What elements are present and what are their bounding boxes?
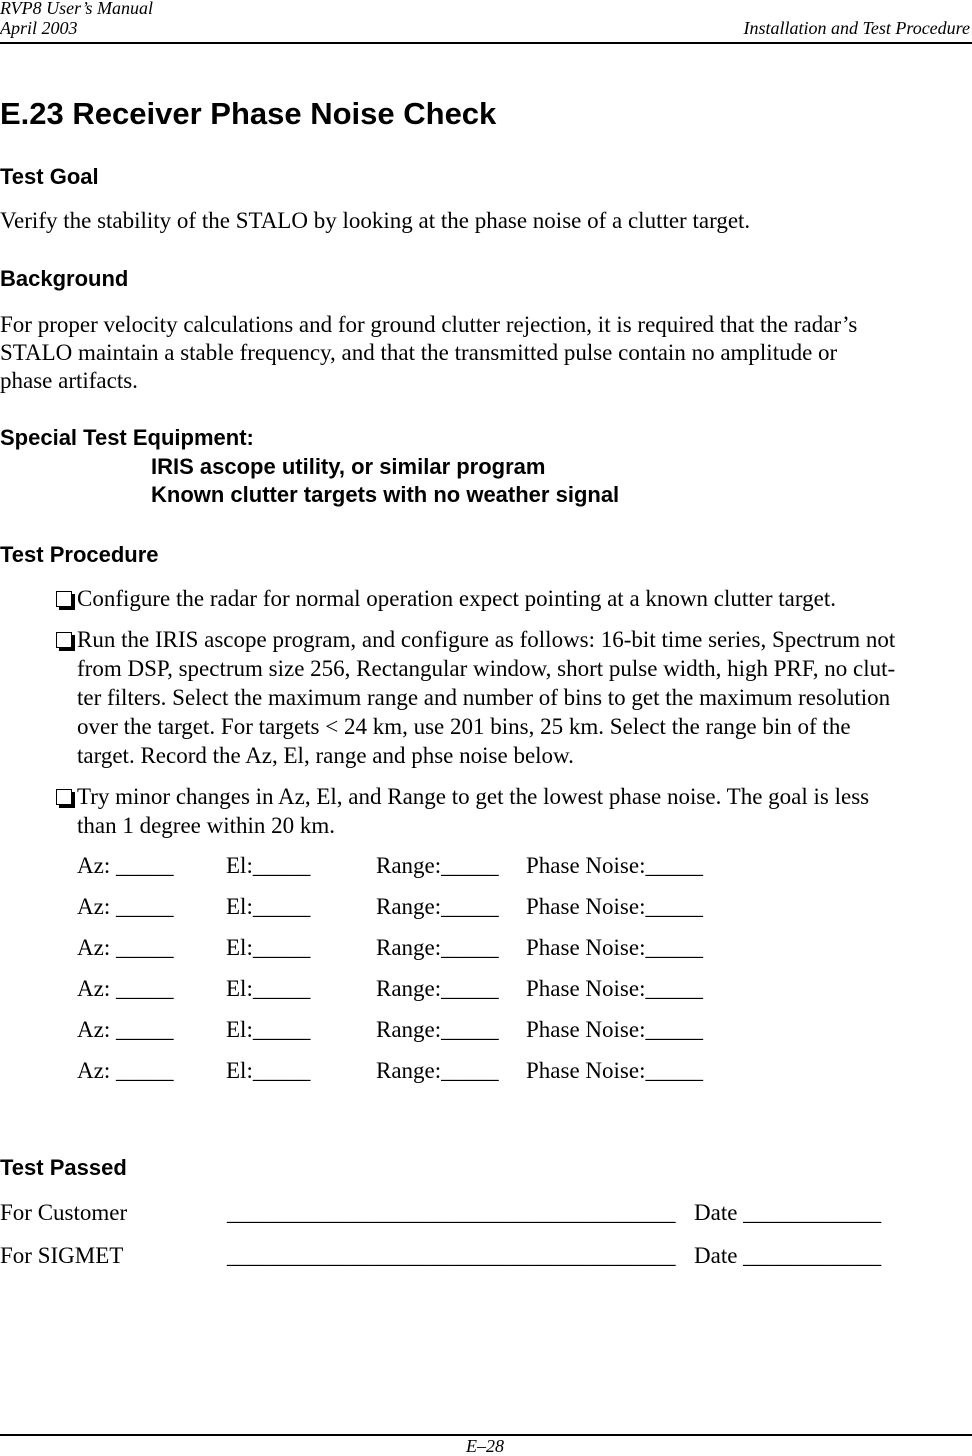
step-text: Try minor changes in Az, El, and Range to get the lowest phase noise. The goal is less [77,784,870,809]
header-manual-title: RVP8 User’s Manual [0,0,153,18]
equipment-item: IRIS ascope utility, or similar program [151,454,546,479]
step-checkbox[interactable] [56,632,72,648]
step-text: over the target. For targets < 24 km, use 201 bins, 25 km. Select the range bin of the [77,714,851,739]
background-line: phase artifacts. [0,368,138,393]
step-text: from DSP, spectrum size 256, Rectangular window, short pulse width, high PRF, no clut- [77,656,896,681]
range-field[interactable]: Range:_____ [376,1017,499,1042]
el-field[interactable]: El:_____ [226,853,311,878]
equipment-item: Known clutter targets with no weather signal [151,482,620,507]
az-field[interactable]: Az: _____ [77,853,174,878]
background-line: For proper velocity calculations and for ground clutter rejection, it is required that the radar’s [0,312,858,337]
phase-noise-field[interactable]: Phase Noise:_____ [526,1017,703,1042]
range-field[interactable]: Range:_____ [376,976,499,1001]
header-chapter-title: Installation and Test Procedure [743,18,970,38]
phase-noise-field[interactable]: Phase Noise:_____ [526,853,703,878]
header-rule [0,42,972,44]
step-checkbox[interactable] [56,591,72,607]
step-text: Run the IRIS ascope program, and configure as follows: 16-bit time series, Spectrum not [77,627,896,652]
az-field[interactable]: Az: _____ [77,935,174,960]
date-field[interactable]: Date ____________ [694,1200,882,1225]
signature-line[interactable]: _______________________________________ [227,1243,676,1268]
az-field[interactable]: Az: _____ [77,1058,174,1083]
test-passed-heading: Test Passed [0,1155,127,1180]
signoff-label: For SIGMET [0,1243,124,1268]
az-field[interactable]: Az: _____ [77,976,174,1001]
step-text: ter filters. Select the maximum range and number of bins to get the maximum resolution [77,685,891,710]
section-heading: E.23 Receiver Phase Noise Check [0,96,497,131]
range-field[interactable]: Range:_____ [376,1058,499,1083]
step-text: Configure the radar for normal operation expect pointing at a known clutter target. [77,586,836,611]
phase-noise-field[interactable]: Phase Noise:_____ [526,894,703,919]
page-number: E–28 [466,1436,504,1456]
test-goal-text: Verify the stability of the STALO by looking at the phase noise of a clutter target. [0,208,751,233]
background-line: STALO maintain a stable frequency, and that the transmitted pulse contain no amplitude or [0,340,838,365]
header-date: April 2003 [0,18,78,38]
procedure-heading: Test Procedure [0,542,159,567]
el-field[interactable]: El:_____ [226,976,311,1001]
az-field[interactable]: Az: _____ [77,894,174,919]
el-field[interactable]: El:_____ [226,935,311,960]
range-field[interactable]: Range:_____ [376,853,499,878]
equipment-heading: Special Test Equipment: [0,425,254,450]
az-field[interactable]: Az: _____ [77,1017,174,1042]
test-goal-heading: Test Goal [0,164,99,189]
date-field[interactable]: Date ____________ [694,1243,882,1268]
el-field[interactable]: El:_____ [226,1058,311,1083]
step-checkbox[interactable] [56,789,72,805]
signature-line[interactable]: _______________________________________ [227,1200,676,1225]
phase-noise-field[interactable]: Phase Noise:_____ [526,1058,703,1083]
signoff-label: For Customer [0,1200,128,1225]
background-heading: Background [0,266,129,291]
range-field[interactable]: Range:_____ [376,894,499,919]
range-field[interactable]: Range:_____ [376,935,499,960]
step-text: target. Record the Az, El, range and phse noise below. [77,743,574,768]
phase-noise-field[interactable]: Phase Noise:_____ [526,935,703,960]
el-field[interactable]: El:_____ [226,1017,311,1042]
phase-noise-field[interactable]: Phase Noise:_____ [526,976,703,1001]
el-field[interactable]: El:_____ [226,894,311,919]
step-text: than 1 degree within 20 km. [77,813,336,838]
